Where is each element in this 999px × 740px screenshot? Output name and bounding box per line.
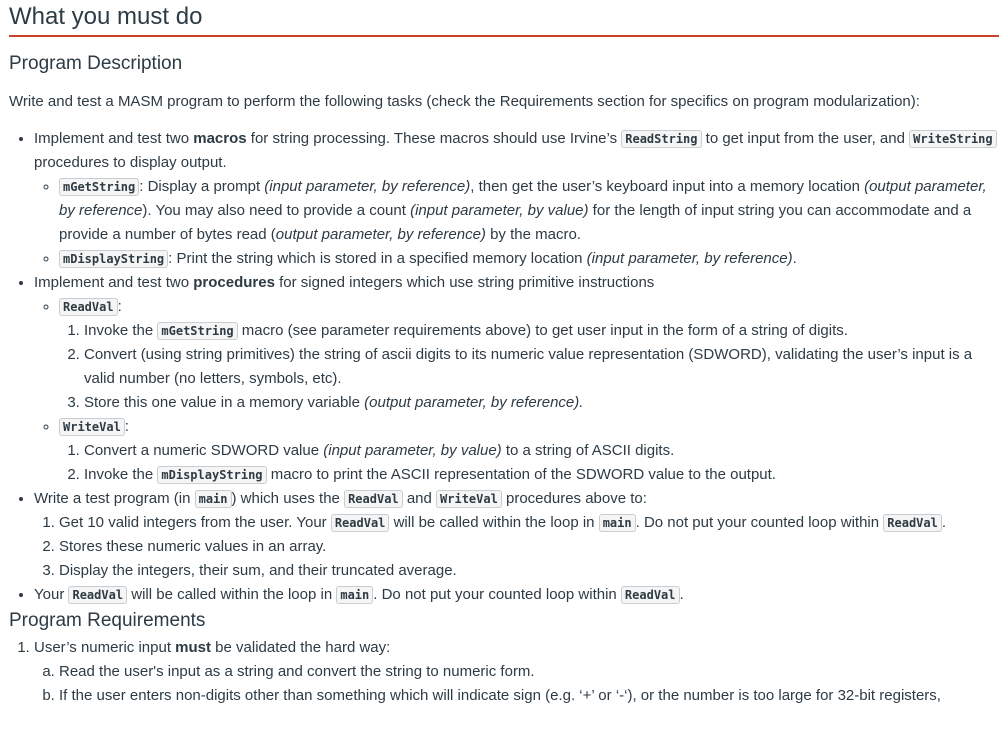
code-readstring: ReadString <box>621 130 701 148</box>
task-list <box>9 127 999 607</box>
italic-text: (input parameter, by reference) <box>586 250 793 267</box>
list-item-writeval <box>59 415 999 487</box>
text: for signed integers which use string primitive instructions <box>274 274 655 291</box>
list-item-test-program <box>34 487 999 583</box>
intro-text: Write and test a MASM program to perform the following tasks (check the Requirements section for specifics on program modularization): <box>9 93 920 110</box>
text: and <box>402 490 437 507</box>
text: be validated the hard way: <box>211 639 391 656</box>
list-item-readval-note <box>34 583 999 607</box>
text: Store this one value in a memory variable <box>84 394 365 411</box>
text: Get 10 valid integers from the user. Your <box>59 514 331 531</box>
procedure-list <box>34 295 999 487</box>
code-mgetstring: mGetString <box>59 178 139 196</box>
text: : Display a prompt <box>139 178 265 195</box>
text: : <box>117 298 122 315</box>
text: Implement and test two <box>34 130 194 147</box>
list-item <box>84 319 999 343</box>
text: , then get the user’s keyboard input into a memory location <box>470 178 865 195</box>
code-main: main <box>599 514 636 532</box>
text: for string processing. These macros should use Irvine’s <box>246 130 622 147</box>
text: Read the user's input as a string and convert the string to numeric form. <box>59 663 535 680</box>
readval-steps <box>59 319 999 415</box>
list-item-procedures <box>34 271 999 487</box>
list-item <box>84 391 999 415</box>
text: procedures to display output. <box>34 154 227 171</box>
text: by the macro. <box>485 226 581 243</box>
list-item <box>59 559 999 583</box>
text: macro (see parameter requirements above) to get user input in the form of a string of digits. <box>237 322 848 339</box>
intro-paragraph <box>9 90 999 114</box>
code-writestring: WriteString <box>909 130 996 148</box>
test-program-steps <box>34 511 999 583</box>
code-main: main <box>336 586 373 604</box>
code-readval: ReadVal <box>68 586 127 604</box>
text: . Do not put your counted loop within <box>635 514 884 531</box>
text: : <box>124 418 129 435</box>
text: Display the integers, their sum, and their truncated average. <box>59 562 457 579</box>
list-item-mgetstring <box>59 175 999 247</box>
list-item <box>59 660 999 684</box>
text: Your <box>34 586 69 603</box>
italic-text: (output parameter, by reference). <box>364 394 584 411</box>
text: . <box>941 514 947 531</box>
text: Invoke the <box>84 466 158 483</box>
text: . <box>679 586 684 603</box>
code-readval: ReadVal <box>344 490 403 508</box>
code-readval: ReadVal <box>331 514 390 532</box>
text: User’s numeric input <box>34 639 176 656</box>
text: ). You may also need to provide a count <box>142 202 411 219</box>
code-main: main <box>195 490 232 508</box>
validation-steps <box>34 660 999 708</box>
list-item <box>84 343 999 391</box>
list-item <box>84 439 999 463</box>
text: macro to print the ASCII representation of the SDWORD value to the output. <box>266 466 776 483</box>
text: Stores these numeric values in an array. <box>59 538 327 555</box>
macro-list <box>34 175 999 271</box>
list-item <box>59 684 999 708</box>
list-item-macros <box>34 127 999 271</box>
text: . Do not put your counted loop within <box>373 586 621 603</box>
macros-bold: macros <box>193 130 247 147</box>
must-bold: must <box>175 639 212 656</box>
code-readval: ReadVal <box>621 586 680 604</box>
text: will be called within the loop in <box>127 586 337 603</box>
list-item <box>59 535 999 559</box>
code-mdisplaystring: mDisplayString <box>157 466 266 484</box>
italic-text: (output parameter, by reference <box>59 178 987 219</box>
text: procedures above to: <box>501 490 647 507</box>
text: . <box>792 250 797 267</box>
procedures-bold: procedures <box>193 274 275 291</box>
code-readval: ReadVal <box>59 298 118 316</box>
list-item <box>59 511 999 535</box>
page-title: What you must do <box>9 0 999 37</box>
code-writeval: WriteVal <box>59 418 125 436</box>
program-requirements-heading: Program Requirements <box>9 610 206 631</box>
list-item-readval <box>59 295 999 415</box>
text: Implement and test two <box>34 274 194 291</box>
text: Convert a numeric SDWORD value <box>84 442 324 459</box>
list-item-validation <box>34 636 999 708</box>
list-item <box>84 463 999 487</box>
writeval-steps <box>59 439 999 487</box>
text: ) which uses the <box>231 490 345 507</box>
text: If the user enters non-digits other than something which will indicate sign (e.g. ‘+’ or ‘-‘), or the number is too large for 32-bit registers, <box>59 687 941 704</box>
list-item-mdisplaystring <box>59 247 999 271</box>
text: will be called within the loop in <box>389 514 599 531</box>
code-mdisplaystring: mDisplayString <box>59 250 168 268</box>
italic-text: (input parameter, by value) <box>410 202 589 219</box>
text: : Print the string which is stored in a specified memory location <box>168 250 587 267</box>
requirements-list <box>9 636 999 708</box>
text: to a string of ASCII digits. <box>501 442 675 459</box>
program-description-heading: Program Description <box>9 53 183 74</box>
text: Write a test program (in <box>34 490 195 507</box>
text: Convert (using string primitives) the string of ascii digits to its numeric value representation (SDWORD), validating the user’s input is a valid number (no letters, symbols, etc). <box>84 346 973 387</box>
text: to get input from the user, and <box>701 130 910 147</box>
italic-text: (input parameter, by value) <box>323 442 502 459</box>
text: for the length of input string you can accommodate and a provide a number of bytes read ( <box>59 202 972 243</box>
italic-text: (input parameter, by reference) <box>264 178 471 195</box>
italic-text: output parameter, by reference) <box>275 226 486 243</box>
text: Invoke the <box>84 322 158 339</box>
code-mgetstring: mGetString <box>157 322 237 340</box>
code-writeval: WriteVal <box>436 490 502 508</box>
code-readval: ReadVal <box>883 514 942 532</box>
